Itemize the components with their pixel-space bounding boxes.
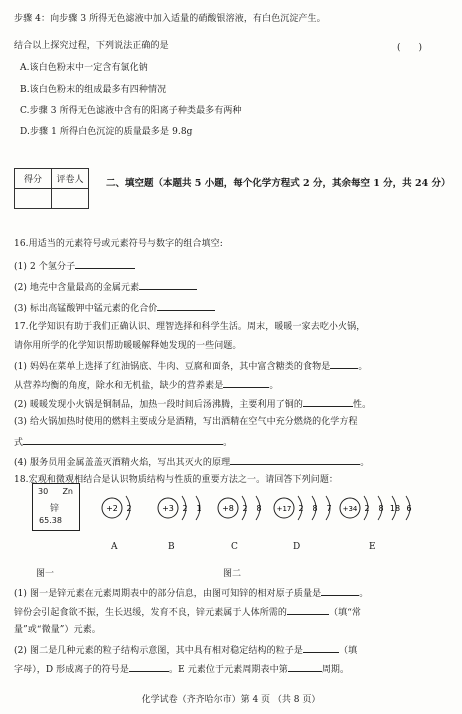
answer-blank[interactable]	[23, 435, 223, 445]
answer-blank[interactable]	[330, 359, 358, 369]
electron-count: 8	[378, 504, 384, 513]
q17-item-1b: 从营养均衡的角度，除水和无机盐，缺少的营养素是 。	[14, 378, 278, 392]
q16-stem: 16.用适当的元素符号或元素符号与数字的组合填空:	[14, 239, 223, 249]
option-c: C.步骤 3 所得无色滤液中含有的阳离子种类最多有两种	[20, 106, 242, 116]
q17-stem-2: 请你用所学的化学知识帮助暖暖解释她发现的一些问题。	[14, 341, 242, 351]
section-title: 二、填空题（本题共 5 小题，每个化学方程式 2 分，其余每空 1 分，共 24 分）	[106, 178, 451, 189]
figure-1-caption: 图一	[36, 569, 55, 579]
q18-item-2: (2) 图二是几种元素的粒子结构示意图，其中具有相对稳定结构的粒子是 （填	[14, 643, 357, 657]
answer-blank[interactable]	[230, 455, 360, 465]
q17-item-4: (4) 服务员用金属盖盖灭酒精火焰，写出其灭火的原理 。	[14, 455, 369, 469]
electron-count: 8	[256, 504, 262, 513]
atom-diagram-b	[156, 490, 210, 526]
answer-blank[interactable]	[139, 280, 197, 290]
electron-count: 2	[126, 504, 132, 513]
element-cell	[32, 483, 80, 531]
answer-blank[interactable]	[75, 259, 135, 269]
electron-count: 2	[364, 504, 370, 513]
score-table	[14, 168, 89, 209]
answer-blank[interactable]	[321, 586, 359, 596]
q18-item-2b: 字母），D 形成离子的符号是 。E 元素位于元素周期表中第 周期。	[14, 662, 349, 676]
answer-blank[interactable]	[287, 605, 329, 615]
question-prompt: 结合以上探究过程，下列说法正确的是	[14, 41, 169, 51]
answer-blank[interactable]	[288, 662, 322, 672]
electron-count: 8	[312, 504, 318, 513]
page-footer: 化学试卷（齐齐哈尔市）第 4 页 （共 8 页）	[141, 695, 321, 705]
electron-count: 7	[326, 504, 332, 513]
answer-paren: ( )	[396, 43, 422, 53]
atom-diagram-e	[338, 490, 420, 526]
atom-diagram-a	[100, 490, 140, 526]
nucleus-charge: +3	[162, 504, 174, 513]
answer-blank[interactable]	[223, 378, 269, 388]
electron-count: 2	[182, 504, 188, 513]
atomic-mass: 65.38	[39, 516, 62, 525]
electron-count: 6	[406, 504, 412, 513]
nucleus-charge: +34	[342, 505, 358, 513]
atom-label-e: E	[369, 542, 376, 552]
atom-diagram-c	[216, 490, 270, 526]
answer-blank[interactable]	[303, 397, 353, 407]
nucleus-charge: +2	[106, 504, 118, 513]
answer-blank[interactable]	[303, 643, 339, 653]
nucleus-charge: +8	[222, 504, 234, 513]
answer-blank[interactable]	[157, 301, 215, 311]
q17-item-3: (3) 给火锅加热时使用的燃料主要成分是酒精，写出酒精在空气中充分燃烧的化学方程	[14, 417, 358, 427]
q18-item-1: (1) 图一是锌元素在元素周期表中的部分信息，由图可知锌的相对原子质量是 。	[14, 586, 368, 600]
score-header: 得分	[15, 169, 52, 189]
q18-item-1b: 锌份会引起食欲不振，生长迟缓，发育不良，锌元素属于人体所需的 （填“常	[14, 605, 361, 619]
q16-item-2: (2) 地壳中含量最高的金属元素	[14, 280, 197, 294]
atom-label-c: C	[231, 542, 238, 552]
atom-label-b: B	[168, 542, 175, 552]
q18-stem: 18.宏观和微观相结合是认识物质结构与性质的重要方法之一。请回答下列问题：	[14, 475, 339, 485]
option-d: D.步骤 1 所得白色沉淀的质量最多是 9.8g	[20, 127, 193, 137]
element-symbol: Zn	[62, 487, 73, 496]
q18-item-1c: 量”或“微量”）元素。	[14, 625, 101, 635]
answer-blank[interactable]	[129, 662, 169, 672]
element-name: 锌	[50, 504, 60, 514]
score-cell[interactable]	[15, 189, 52, 209]
q16-item-3: (3) 标出高锰酸钾中锰元素的化合价	[14, 301, 215, 315]
option-b: B.该白色粉末的组成最多有四种情况	[20, 85, 167, 95]
grader-cell[interactable]	[52, 189, 89, 209]
electron-count: 18	[389, 504, 401, 513]
q17-stem-1: 17.化学知识有助于我们正确认识、理智选择和科学生活。周末，暖暖一家去吃小火锅，	[14, 322, 366, 332]
grader-header: 评卷人	[52, 169, 89, 189]
q17-item-2: (2) 暖暖发现小火锅是铜制品，加热一段时间后汤沸腾，主要利用了铜的 性。	[14, 397, 371, 411]
q17-item-3b: 式 。	[14, 435, 232, 449]
electron-count: 2	[298, 504, 304, 513]
electron-count: 2	[242, 504, 248, 513]
nucleus-charge: +17	[276, 505, 292, 513]
atom-label-a: A	[111, 542, 118, 552]
step4-line: 步骤 4：向步骤 3 所得无色滤液中加入适量的硝酸银溶液，有白色沉淀产生。	[14, 14, 326, 24]
atom-label-d: D	[293, 542, 301, 552]
figure-2-caption: 图二	[223, 569, 242, 579]
atom-diagram-d	[272, 490, 340, 526]
q17-item-1: (1) 妈妈在菜单上选择了红油锅底、牛肉、豆腐和面条，其中富含糖类的食物是 。	[14, 359, 367, 373]
q16-item-1: (1) 2 个氢分子	[14, 259, 135, 273]
atomic-number: 30	[38, 487, 49, 496]
option-a: A.该白色粉末中一定含有氯化钠	[20, 63, 148, 73]
electron-count: 1	[196, 504, 202, 513]
